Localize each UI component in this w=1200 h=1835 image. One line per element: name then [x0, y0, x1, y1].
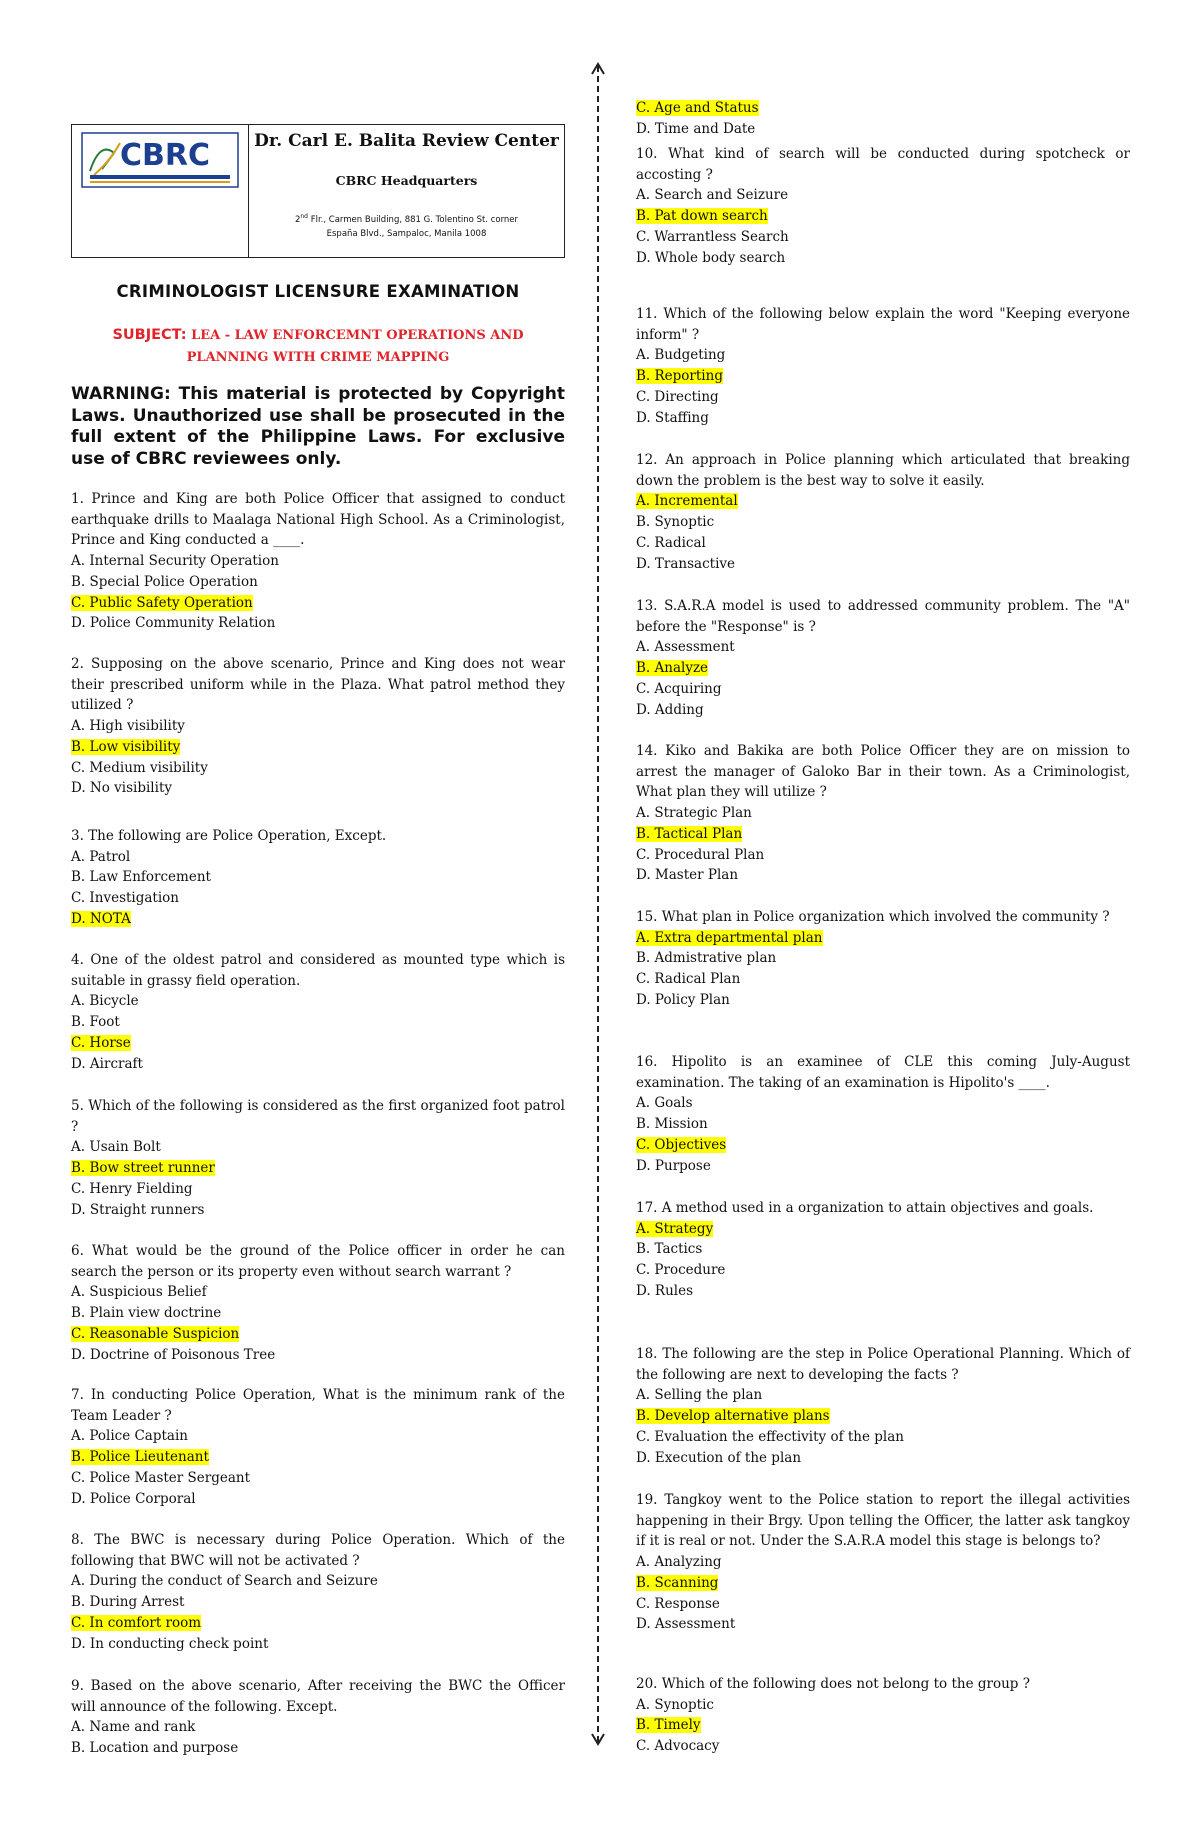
answer-option — [636, 248, 1130, 269]
answer-option-text: A. Bicycle — [71, 993, 139, 1010]
answer-option — [636, 512, 1130, 533]
answer-option-text: A. Budgeting — [636, 347, 726, 364]
answer-option-text: B. Pat down search — [636, 208, 768, 225]
question-stem: 4. One of the oldest patrol and considered as mounted type which is suitable in grassy field operation. — [71, 952, 565, 989]
answer-option-correct — [636, 1406, 1130, 1427]
question-stem: 17. A method used in a organization to attain objectives and goals. — [636, 1200, 1094, 1216]
answer-option-text: B. Tactical Plan — [636, 825, 743, 842]
answer-option-correct — [71, 1158, 565, 1179]
answer-option-text: D. Police Corporal — [71, 1490, 196, 1507]
question-2 — [71, 654, 565, 799]
answer-option — [636, 1093, 1130, 1114]
answer-option-text: B. During Arrest — [71, 1594, 185, 1611]
answer-option-text: A. Strategic Plan — [636, 805, 752, 822]
answer-option-text: D. Whole body search — [636, 249, 786, 266]
answer-option-text: B. Plain view doctrine — [71, 1305, 222, 1322]
answer-option-text: B. Special Police Operation — [71, 573, 258, 590]
answer-option — [636, 1114, 1130, 1135]
answer-option-correct — [636, 824, 1130, 845]
answer-option — [71, 613, 565, 634]
question-stem: 12. An approach in Police planning which articulated that breaking down the problem is the best way to solve it easily. — [636, 452, 1130, 489]
answer-option — [71, 758, 565, 779]
answer-option-text: C. Medium visibility — [71, 759, 208, 776]
answer-option-text: A. Police Captain — [71, 1428, 188, 1445]
answer-option-text: B. Admistrative plan — [636, 950, 777, 967]
answer-option-text: B. Law Enforcement — [71, 869, 211, 886]
answer-option-text: C. Public Safety Operation — [71, 594, 253, 611]
answer-option-text: D. Doctrine of Poisonous Tree — [71, 1346, 276, 1363]
question-17 — [636, 1198, 1130, 1302]
header-box — [71, 124, 565, 258]
subject — [71, 324, 565, 369]
answer-option — [636, 948, 1130, 969]
answer-option-text: B. Mission — [636, 1116, 708, 1133]
center-name: Dr. Carl E. Balita Review Center — [254, 131, 559, 151]
answer-option — [636, 845, 1130, 866]
answer-option-text: D. Straight runners — [71, 1201, 205, 1218]
answer-option-correct — [636, 206, 1130, 227]
question-stem: 6. What would be the ground of the Police officer in order he can search the person or its property even without search warrant ? — [71, 1243, 565, 1280]
answer-option-correct — [636, 98, 1130, 119]
answer-option-text: B. Reporting — [636, 368, 723, 385]
answer-option — [71, 1282, 565, 1303]
answer-option — [71, 1571, 565, 1592]
answer-option-text: D. Master Plan — [636, 867, 739, 884]
answer-option-text: A. Analyzing — [636, 1554, 722, 1571]
answer-option — [71, 991, 565, 1012]
answer-option-text: D. Execution of the plan — [636, 1449, 802, 1466]
answer-option — [636, 679, 1130, 700]
arrow-down-icon — [590, 1732, 606, 1746]
answer-option-text: B. Bow street runner — [71, 1160, 215, 1177]
question-10 — [636, 144, 1130, 268]
answer-option-correct — [636, 1573, 1130, 1594]
answer-option-text: C. Henry Fielding — [71, 1180, 193, 1197]
address-line1: Flr., Carmen Building, 881 G. Tolentino St. corner — [308, 214, 519, 225]
answer-option-text: A. During the conduct of Search and Seizure — [71, 1573, 378, 1590]
question-9 — [71, 1676, 565, 1759]
question-stem: 19. Tangkoy went to the Police station to report the illegal activities happening in their Brgy. Upon telling the Officer, the latter ask tangkoy if it is real or not. Under the S.A.R.A model this stage is belongs to? — [636, 1492, 1130, 1550]
answer-option — [71, 778, 565, 799]
answer-option — [636, 1260, 1130, 1281]
answer-option-text: A. High visibility — [71, 718, 185, 735]
question-8 — [71, 1530, 565, 1654]
subject-line1: LEA - LAW ENFORCEMNT OPERATIONS AND — [191, 328, 524, 343]
answer-option-text: A. Strategy — [636, 1220, 714, 1237]
answer-option — [71, 847, 565, 868]
answer-option — [71, 1468, 565, 1489]
answer-option — [636, 803, 1130, 824]
answer-option-text: A. Suspicious Belief — [71, 1284, 207, 1301]
answer-option — [636, 1427, 1130, 1448]
answer-option-text: B. Foot — [71, 1014, 120, 1031]
answer-option-correct — [71, 1033, 565, 1054]
answer-option-correct — [71, 1324, 565, 1345]
question-12 — [636, 450, 1130, 574]
question-stem: 13. S.A.R.A model is used to addressed community problem. The "A" before the "Response" is ? — [636, 598, 1130, 635]
address-sup: nd — [300, 213, 308, 220]
address-line2: España Blvd., Sampaloc, Manila 1008 — [326, 228, 487, 239]
answer-option — [636, 1448, 1130, 1469]
question-stem: 1. Prince and King are both Police Officer that assigned to conduct earthquake drills to Maalaga National High School. As a Criminologist, Prince and King conducted a ____. — [71, 491, 565, 549]
answer-option-text: C. Radical Plan — [636, 971, 741, 988]
answer-option-text: B. Tactics — [636, 1241, 703, 1258]
answer-option-text: D. Time and Date — [636, 120, 756, 137]
answer-option-correct — [71, 1447, 565, 1468]
question-11 — [636, 304, 1130, 428]
question-stem: 3. The following are Police Operation, Except. — [71, 828, 387, 844]
logo-cell — [72, 125, 249, 257]
answer-option-text: C. Reasonable Suspicion — [71, 1325, 240, 1342]
headquarters-label: CBRC Headquarters — [335, 173, 478, 188]
answer-option-text: A. Extra departmental plan — [636, 929, 823, 946]
answer-option — [636, 1614, 1130, 1635]
answer-option — [636, 969, 1130, 990]
answer-option-correct — [636, 1715, 1130, 1736]
answer-option — [636, 185, 1130, 206]
answer-option-correct — [636, 658, 1130, 679]
answer-option-correct — [71, 593, 565, 614]
answer-option-correct — [636, 928, 1130, 949]
answer-option — [71, 888, 565, 909]
answer-option — [71, 1738, 565, 1759]
answer-option — [71, 1054, 565, 1075]
answer-option — [71, 1717, 565, 1738]
answer-option — [636, 700, 1130, 721]
answer-option-text: A. Internal Security Operation — [71, 553, 279, 570]
answer-option-text: C. Procedural Plan — [636, 846, 765, 863]
answer-option — [71, 1303, 565, 1324]
answer-option-text: C. Police Master Sergeant — [71, 1469, 251, 1486]
answer-option-text: C. Warrantless Search — [636, 228, 789, 245]
question-4 — [71, 950, 565, 1074]
question-20 — [636, 1674, 1130, 1757]
question-14 — [636, 741, 1130, 886]
question-stem: 10. What kind of search will be conducted during spotcheck or accosting ? — [636, 146, 1130, 183]
question-stem: 8. The BWC is necessary during Police Operation. Which of the following that BWC will not be activated ? — [71, 1532, 565, 1569]
answer-option — [636, 1736, 1130, 1757]
answer-option — [71, 1137, 565, 1158]
answer-option — [636, 1552, 1130, 1573]
answer-option-text: C. Advocacy — [636, 1738, 720, 1755]
exam-title: CRIMINOLOGIST LICENSURE EXAMINATION — [116, 282, 520, 301]
answer-option-text: C. In comfort room — [71, 1614, 202, 1631]
answer-option-correct — [636, 491, 1130, 512]
question-stem: 16. Hipolito is an examinee of CLE this coming July-August examination. The taking of an examination is Hipolito's ____. — [636, 1054, 1130, 1091]
svg-text:CBRC: CBRC — [120, 138, 210, 173]
answer-option-text: A. Usain Bolt — [71, 1139, 161, 1156]
answer-option-text: A. Assessment — [636, 639, 735, 656]
center-info — [249, 125, 564, 257]
answer-option — [71, 1345, 565, 1366]
answer-option — [636, 533, 1130, 554]
answer-option — [636, 387, 1130, 408]
answer-option-text: D. Policy Plan — [636, 991, 730, 1008]
answer-option-text: A. Synoptic — [636, 1696, 714, 1713]
answer-option — [636, 408, 1130, 429]
answer-option-text: C. Procedure — [636, 1262, 726, 1279]
answer-option-text: D. In conducting check point — [71, 1635, 269, 1652]
answer-option — [71, 551, 565, 572]
address — [249, 210, 564, 241]
answer-option-text: D. NOTA — [71, 910, 131, 927]
answer-option — [636, 990, 1130, 1011]
answer-option-correct — [636, 1219, 1130, 1240]
answer-option-text: C. Investigation — [71, 890, 179, 907]
answer-option-text: C. Objectives — [636, 1136, 727, 1153]
question-1 — [71, 489, 565, 634]
answer-option — [71, 1592, 565, 1613]
answer-option-text: B. Synoptic — [636, 514, 715, 531]
answer-option-text: B. Timely — [636, 1717, 701, 1734]
subject-line2: PLANNING WITH CRIME MAPPING — [186, 350, 450, 365]
answer-option-text: B. Police Lieutenant — [71, 1449, 209, 1466]
answer-option-text: D. Assessment — [636, 1616, 736, 1633]
question-stem: 5. Which of the following is considered as the first organized foot patrol ? — [71, 1098, 565, 1135]
answer-option — [636, 1695, 1130, 1716]
question-9-continued — [636, 98, 1130, 139]
answer-option-text: B. Location and purpose — [71, 1740, 239, 1757]
answer-option — [71, 1634, 565, 1655]
answer-option-correct — [71, 737, 565, 758]
question-stem: 11. Which of the following below explain the word "Keeping everyone inform" ? — [636, 306, 1130, 343]
answer-option — [636, 119, 1130, 140]
answer-option — [636, 1156, 1130, 1177]
answer-option-correct — [71, 909, 565, 930]
answer-option-text: C. Directing — [636, 388, 719, 405]
answer-option-text: C. Horse — [71, 1034, 131, 1051]
answer-option-text: A. Incremental — [636, 493, 738, 510]
question-stem: 18. The following are the step in Police Operational Planning. Which of the following are next to developing the facts ? — [636, 1346, 1130, 1383]
answer-option-text: D. Aircraft — [71, 1055, 143, 1072]
answer-option — [71, 1489, 565, 1510]
arrow-up-icon — [590, 62, 606, 76]
question-5 — [71, 1096, 565, 1220]
answer-option-text: A. Goals — [636, 1095, 693, 1112]
answer-option-text: D. Staffing — [636, 409, 709, 426]
answer-option-text: A. Name and rank — [71, 1719, 196, 1736]
answer-option — [636, 345, 1130, 366]
question-6 — [71, 1241, 565, 1365]
cbrc-logo — [80, 131, 240, 189]
question-stem: 7. In conducting Police Operation, What is the minimum rank of the Team Leader ? — [71, 1387, 565, 1424]
answer-option-text: C. Response — [636, 1595, 720, 1612]
column-divider — [597, 66, 599, 1742]
answer-option-correct — [636, 1135, 1130, 1156]
copyright-warning: WARNING: This material is protected by Copyright Laws. Unauthorized use shall be prosecuted in the full extent of the Philippine Laws. For exclusive use of CBRC reviewees only. — [71, 384, 565, 469]
address-floor: 2 — [294, 214, 301, 225]
answer-option — [71, 1012, 565, 1033]
answer-option-text: B. Develop alternative plans — [636, 1408, 830, 1425]
answer-option — [636, 1239, 1130, 1260]
answer-option-text: B. Analyze — [636, 660, 709, 677]
answer-option-text: D. No visibility — [71, 780, 172, 797]
answer-option — [636, 1385, 1130, 1406]
answer-option — [636, 227, 1130, 248]
question-16 — [636, 1052, 1130, 1176]
answer-option-text: D. Police Community Relation — [71, 615, 276, 632]
answer-option-text: B. Low visibility — [71, 738, 181, 755]
question-15 — [636, 907, 1130, 1011]
answer-option-text: D. Rules — [636, 1282, 694, 1299]
answer-option-text: D. Purpose — [636, 1157, 711, 1174]
question-13 — [636, 596, 1130, 720]
answer-option — [636, 1594, 1130, 1615]
question-stem: 14. Kiko and Bakika are both Police Officer they are on mission to arrest the manager of Galoko Bar in their town. As a Criminologist, What plan they will utilize ? — [636, 743, 1130, 801]
answer-option-text: C. Acquiring — [636, 680, 722, 697]
answer-option-text: C. Age and Status — [636, 100, 759, 116]
answer-option-text: C. Evaluation the effectivity of the plan — [636, 1428, 904, 1445]
question-19 — [636, 1490, 1130, 1635]
answer-option — [71, 1179, 565, 1200]
answer-option — [71, 1426, 565, 1447]
question-18 — [636, 1344, 1130, 1468]
question-3 — [71, 826, 565, 930]
answer-option — [71, 867, 565, 888]
answer-option-text: D. Adding — [636, 701, 704, 718]
answer-option — [636, 1281, 1130, 1302]
question-stem: 9. Based on the above scenario, After receiving the BWC the Officer will announce of the following. Except. — [71, 1678, 565, 1715]
answer-option — [71, 572, 565, 593]
answer-option-text: B. Scanning — [636, 1574, 719, 1591]
answer-option-correct — [71, 1613, 565, 1634]
question-stem: 2. Supposing on the above scenario, Prince and King does not wear their prescribed uniform while in the Plaza. What patrol method they utilized ? — [71, 656, 565, 714]
answer-option-text: A. Search and Seizure — [636, 187, 789, 204]
answer-option-text: A. Patrol — [71, 848, 131, 865]
question-7 — [71, 1385, 565, 1509]
answer-option — [636, 554, 1130, 575]
question-stem: 15. What plan in Police organization which involved the community ? — [636, 909, 1110, 925]
question-stem: 20. Which of the following does not belong to the group ? — [636, 1676, 1030, 1692]
answer-option — [71, 716, 565, 737]
answer-option-text: A. Selling the plan — [636, 1387, 763, 1404]
answer-option — [636, 637, 1130, 658]
answer-option — [636, 865, 1130, 886]
answer-option — [71, 1200, 565, 1221]
answer-option-correct — [636, 366, 1130, 387]
answer-option-text: D. Transactive — [636, 555, 736, 572]
subject-label: SUBJECT: — [112, 327, 187, 343]
answer-option-text: C. Radical — [636, 534, 706, 551]
